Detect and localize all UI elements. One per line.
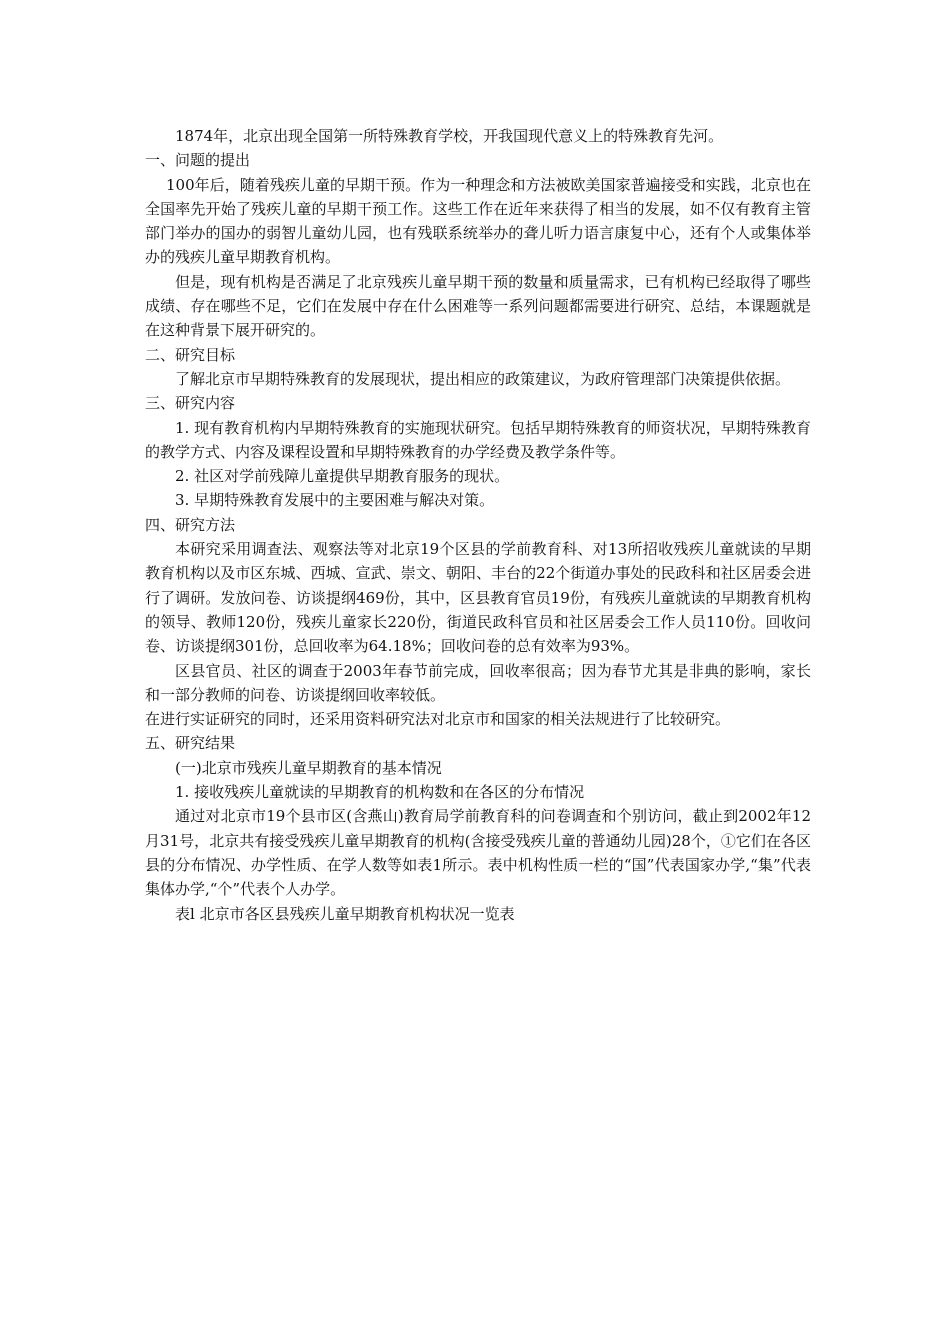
subsection-heading: (一)北京市残疾儿童早期教育的基本情况 [175, 758, 442, 777]
paragraph: 了解北京市早期特殊教育的发展现状，提出相应的政策建议，为政府管理部门决策提供依据。 [175, 369, 791, 388]
list-item: 1. 现有教育机构内早期特殊教育的实施现状研究。包括早期特殊教育的师资状况，早期特殊教育的教学方式、内容及课程设置和早期特殊教育的办学经费及教学条件等。 [145, 418, 811, 461]
section-heading: 二、研究目标 [145, 345, 236, 364]
list-item: 3. 早期特殊教育发展中的主要困难与解决对策。 [175, 491, 495, 510]
section-heading: 五、研究结果 [145, 734, 236, 753]
paragraph: 100年后，随着残疾儿童的早期干预。作为一种理念和方法被欧美国家普遍接受和实践，北京也在全国率先开始了残疾儿童的早期干预工作。这些工作在近年来获得了相当的发展，如不仅有教育主管部门举办的国办的弱智儿童幼儿园，也有残联系统举办的聋儿听力语言康复中心，还有个人或集体举办的残疾儿童早期教育机构。 [145, 175, 811, 267]
section-heading: 一、问题的提出 [145, 151, 251, 170]
document-body [145, 124, 811, 926]
paragraph: 但是，现有机构是否满足了北京残疾儿童早期干预的数量和质量需求，已有机构已经取得了哪些成绩、存在哪些不足，它们在发展中存在什么困难等一系列问题都需要进行研究、总结，本课题就是在这种背景下展开研究的。 [145, 272, 811, 340]
table-caption: 表l 北京市各区县残疾儿童早期教育机构状况一览表 [175, 904, 515, 923]
paragraph: 在进行实证研究的同时，还采用资料研究法对北京市和国家的相关法规进行了比较研究。 [145, 710, 731, 729]
paragraph: 区县官员、社区的调查于2003年春节前完成，回收率很高；因为春节尤其是非典的影响，家长和一部分教师的问卷、访谈提纲回收率较低。 [145, 661, 811, 704]
paragraph: 通过对北京市19个县市区(含燕山)教育局学前教育科的问卷调查和个别访问，截止到2002年12月31号，北京共有接受残疾儿童早期教育的机构(含接受残疾儿童的普通幼儿园)28个，①它们在各区县的分布情况、办学性质、在学人数等如表1所示。表中机构性质一栏的“国”代表国家办学,“集”代表集体办学,“个”代表个人办学。 [145, 807, 811, 899]
subsection-heading: 1. 接收残疾儿童就读的早期教育的机构数和在各区的分布情况 [175, 783, 585, 802]
paragraph: 1874年，北京出现全国第一所特殊教育学校，开我国现代意义上的特殊教育先河。 [175, 127, 724, 145]
paragraph: 本研究采用调查法、观察法等对北京19个区县的学前教育科、对13所招收残疾儿童就读的早期教育机构以及市区东城、西城、宣武、崇文、朝阳、丰台的22个街道办事处的民政科和社区居委会进行了调研。发放问卷、访谈提纲469份，其中，区县教育官员19份，有残疾儿童就读的早期教育机构的领导、教师120份，残疾儿童家长220份，街道民政科官员和社区居委会工作人员110份。回收问卷、访谈提纲301份，总回收率为64.18%；回收问卷的总有效率为93%。 [145, 540, 811, 656]
list-item: 2. 社区对学前残障儿童提供早期教育服务的现状。 [175, 467, 510, 486]
section-heading: 四、研究方法 [145, 515, 236, 534]
section-heading: 三、研究内容 [145, 394, 236, 413]
